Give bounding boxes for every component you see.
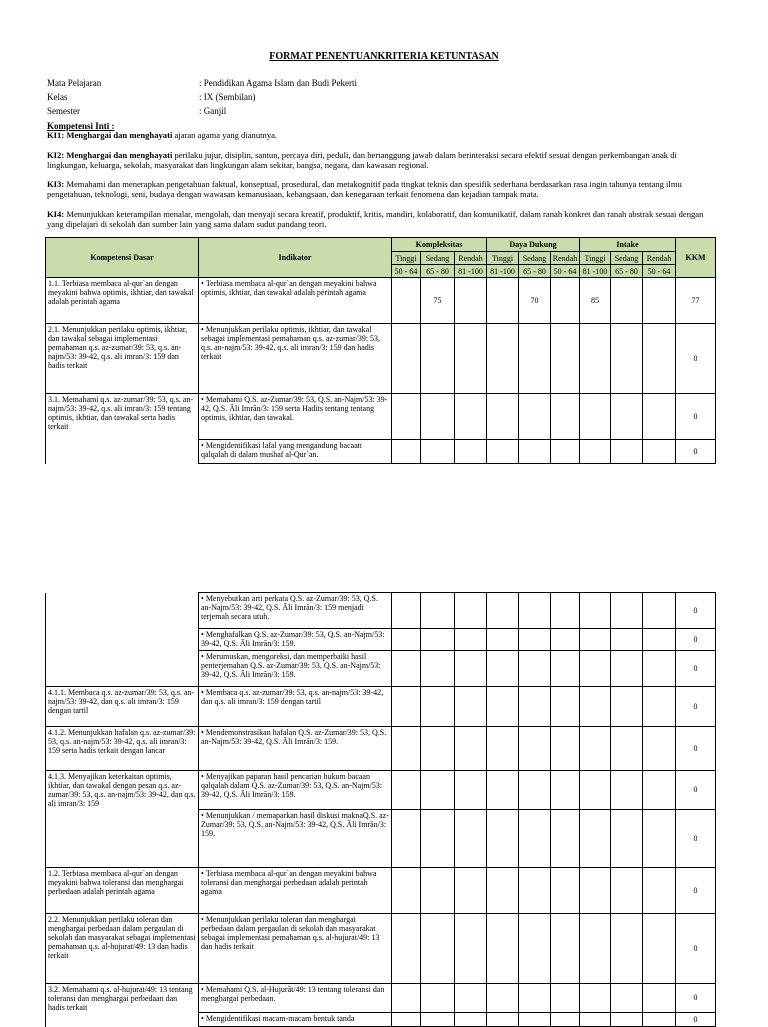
score-cell: [643, 324, 676, 394]
kompetensi-dasar-cell: [46, 809, 199, 867]
score-cell: [643, 727, 676, 771]
score-cell: [551, 727, 580, 771]
score-cell: [551, 324, 580, 394]
score-cell: [611, 593, 643, 629]
indikator-cell: • Mengidentifikasi macam-macam bentuk tanda: [199, 1013, 392, 1027]
indikator-cell: • Terbiasa membaca al-qur`an dengan meyakini bahwa toleransi dan menghargai perbedaan adalah perintah agama: [199, 867, 392, 913]
score-cell: [421, 324, 455, 394]
header-level: Rendah: [551, 252, 580, 265]
score-cell: [580, 727, 611, 771]
header-range: 65 - 80: [421, 265, 455, 278]
score-cell: [455, 629, 487, 651]
table-row: [46, 983, 716, 1013]
table-row: [46, 593, 716, 629]
kkm-value: 0: [676, 440, 716, 464]
score-cell: [519, 771, 551, 810]
indikator-cell: • Menyebutkan arti perkata Q.S. az-Zumar/39: 53, Q.S. an-Najm/53: 39-42, Q.S. Āli Imrān/3: 159 menjadi terjemah secara utuh.: [199, 593, 392, 629]
score-cell: [643, 394, 676, 440]
score-cell: [455, 809, 487, 867]
kompetensi-dasar-cell: 2.1. Menunjukkan perilaku optimis, ikhtiar, dan tawakal sebagai implementasi pemahaman q.s. az-zumar/39: 53, q.s. an-najm/53: 39-42, q.s. ali imran/3: 159 dan hadis terkait: [46, 324, 199, 394]
score-cell: [519, 324, 551, 394]
header-range: 81 -100: [455, 265, 487, 278]
score-cell: [643, 440, 676, 464]
table-row: [46, 727, 716, 771]
score-cell: [455, 687, 487, 727]
score-cell: [392, 651, 421, 687]
score-cell: [487, 440, 519, 464]
kompetensi-dasar-cell: 4.1.2. Menunjukkan hafalan q.s. az-zumar/39: 53, q.s. an-najm/53: 39-42, q.s. ali imran/3: 159 serta hadis terkait dengan lancar: [46, 727, 199, 771]
score-cell: [455, 324, 487, 394]
ki-3: KI3: Memahami dan menerapkan pengetahuan faktual, konseptual, prosedural, dan metakognitif pada tingkat teknis dan spesifik sederhana berdasarkan rasa ingin tahunya tentang ilmu pengetahuan, teknologi, seni, budaya dengan wawasan kemanusiaan, kebangsaan, dan kenegaraan terkait fenomena dan kejadian tampak mata.: [47, 179, 682, 199]
score-cell: [551, 1013, 580, 1027]
score-cell: [421, 867, 455, 913]
kkm-value: 0: [676, 651, 716, 687]
score-cell: [643, 687, 676, 727]
score-cell: [611, 809, 643, 867]
indikator-cell: • Menghafalkan Q.S. az-Zumar/39: 53, Q.S. an-Najm/53: 39-42, Q.S. Āli Imrān/3: 159.: [199, 629, 392, 651]
score-cell: [487, 1013, 519, 1027]
header-indikator: Indikator: [199, 238, 392, 278]
kkm-table-page2: [45, 592, 716, 1027]
score-cell: [455, 913, 487, 983]
score-cell: [643, 913, 676, 983]
score-cell: [487, 593, 519, 629]
score-cell: [392, 593, 421, 629]
kkm-value: 0: [676, 727, 716, 771]
kompetensi-dasar-cell: [46, 651, 199, 687]
header-daya-dukung: Daya Dukung: [487, 238, 580, 252]
header-range: 81 -100: [580, 265, 611, 278]
score-cell: [519, 394, 551, 440]
score-cell: [519, 629, 551, 651]
score-cell: [611, 771, 643, 810]
indikator-cell: • Menunjukkan / memaparkan hasil diskusi maknaQ.S. az-Zumar/39: 53, Q.S. an-Najm/53: 39-42, Q.S. Āli Imrān/3: 159.: [199, 809, 392, 867]
kompetensi-dasar-cell: [46, 440, 199, 464]
score-cell: [455, 651, 487, 687]
score-cell: [519, 593, 551, 629]
score-cell: [392, 440, 421, 464]
score-cell: [487, 913, 519, 983]
table-row: [46, 771, 716, 810]
meta-label: Kelas: [47, 92, 68, 102]
table-row: [46, 1013, 716, 1027]
score-cell: [643, 771, 676, 810]
kkm-value: 0: [676, 687, 716, 727]
kkm-value: 0: [676, 983, 716, 1013]
indikator-cell: • Merumuskan, mengoreksi, dan memperbaiki hasil penterjemahan Q.S. az-Zumar/39: 53, Q.S. an-Najm/53: 39-42, Q.S. Āli Imrān/3: 159.: [199, 651, 392, 687]
indikator-cell: • Mengidentifikasi lafal yang mengandung bacaan qalqalah di dalam mushaf al-Qur`an.: [199, 440, 392, 464]
score-cell: [551, 771, 580, 810]
score-cell: [519, 809, 551, 867]
meta-value: : Pendidikan Agama Islam dan Budi Pekerti: [199, 78, 357, 88]
score-cell: [519, 1013, 551, 1027]
table-row: [46, 913, 716, 983]
score-cell: [455, 771, 487, 810]
kompetensi-dasar-cell: 3.1. Memahami q.s. az-zumar/39: 53, q.s. an-najm/53: 39-42, q.s. ali imran/3: 159 tentang optimis, ikhtiar, dan tawakal serta hadis terkait: [46, 394, 199, 440]
header-level: Tinggi: [392, 252, 421, 265]
score-cell: [487, 809, 519, 867]
score-cell: [551, 278, 580, 324]
score-cell: [392, 809, 421, 867]
table-row: [46, 867, 716, 913]
score-cell: [611, 629, 643, 651]
score-cell: [551, 687, 580, 727]
meta-label: Mata Pelajaran: [47, 78, 102, 88]
header-level: Sedang: [421, 252, 455, 265]
kompetensi-dasar-cell: [46, 629, 199, 651]
score-cell: [611, 983, 643, 1013]
score-cell: [421, 687, 455, 727]
score-cell: [611, 324, 643, 394]
ki-2: KI2: Menghargai dan menghayati perilaku jujur, disiplin, santun, percaya diri, peduli, dan bertanggung jawab dalam berinteraksi secara efektif sesuai dengan perkembangan anak di lingkungan, keluarga, sekolah, masyarakat dan lingkungan alam sekitar, bangsa, negara, dan kawasan regional.: [47, 150, 677, 170]
score-cell: [643, 867, 676, 913]
kompetensi-dasar-cell: 3.2. Memahami q.s. al-hujurat/49: 13 tentang toleransi dan menghargai perbedaan dan hadis terkait: [46, 983, 199, 1013]
score-cell: [551, 913, 580, 983]
score-cell: [611, 727, 643, 771]
score-cell: [580, 651, 611, 687]
table-row: [46, 809, 716, 867]
score-cell: [580, 771, 611, 810]
score-cell: [580, 324, 611, 394]
table-row: [46, 629, 716, 651]
score-cell: [455, 983, 487, 1013]
kompetensi-dasar-cell: 1.1. Terbiasa membaca al-qur`an dengan meyakini bahwa optimis, ikhtiar, dan tawakal adalah perintah agama: [46, 278, 199, 324]
score-cell: [392, 278, 421, 324]
header-level: Sedang: [519, 252, 551, 265]
score-cell: [455, 867, 487, 913]
score-cell: [643, 1013, 676, 1027]
score-cell: [392, 687, 421, 727]
score-cell: [455, 727, 487, 771]
score-cell: [487, 278, 519, 324]
score-cell: [643, 278, 676, 324]
score-cell: [551, 651, 580, 687]
score-cell: [580, 593, 611, 629]
score-cell: [392, 324, 421, 394]
ki-heading: Kompetensi Inti :: [47, 121, 115, 131]
score-cell: [392, 629, 421, 651]
score-cell: [580, 913, 611, 983]
score-cell: [487, 324, 519, 394]
score-cell: [392, 867, 421, 913]
score-cell: [611, 913, 643, 983]
score-cell: [455, 593, 487, 629]
score-cell: [519, 687, 551, 727]
kompetensi-dasar-cell: 4.1.3. Menyajikan keterkaitan optimis, ikhtiar, dan tawakal dengan pesan q.s. az-zumar/39: 53, q.s. an-najm/53: 39-42, dan q.s. ali imran/3: 159: [46, 771, 199, 810]
kompetensi-dasar-cell: 4.1.1. Membaca q.s. az-zumar/39: 53, q.s. an-najm/53: 39-42, dan q.s. ali imran/3: 159 dengan tartil: [46, 687, 199, 727]
score-cell: [519, 440, 551, 464]
kkm-value: 0: [676, 809, 716, 867]
score-cell: [643, 983, 676, 1013]
header-range: 81 -100: [487, 265, 519, 278]
header-kompetensi-dasar: Kompetensi Dasar: [46, 238, 199, 278]
score-cell: [551, 629, 580, 651]
score-cell: [551, 867, 580, 913]
score-cell: [421, 1013, 455, 1027]
score-cell: [487, 651, 519, 687]
score-cell: [392, 727, 421, 771]
score-cell: [487, 629, 519, 651]
score-cell: [487, 867, 519, 913]
indikator-cell: • Memahami Q.S. az-Zumar/39: 53, Q.S. an-Najm/53: 39-42, Q.S. Āli Imrān/3: 159 serta Hadits tentang tentang optimis, ikhtiar, dan tawakal.: [199, 394, 392, 440]
score-cell: [551, 440, 580, 464]
kkm-value: 0: [676, 324, 716, 394]
kompetensi-dasar-cell: 1.2. Terbiasa membaca al-qur`an dengan meyakini bahwa toleransi dan menghargai perbedaan adalah perintah agama: [46, 867, 199, 913]
header-level: Rendah: [455, 252, 487, 265]
header-range: 50 - 64: [392, 265, 421, 278]
ki-4: KI4: Menunjukkan keterampilan menalar, mengolah, dan menyaji secara kreatif, produktif, kritis, mandiri, kolaboratif, dan komunikatif, dalam ranah konkret dan ranah abstrak sesuai dengan yang dipelajari di sekolah dan sumber lain yang sama dalam sudut pandang teori.: [47, 209, 704, 229]
score-cell: [551, 394, 580, 440]
kkm-value: 0: [676, 867, 716, 913]
meta-row-class: [47, 92, 256, 102]
score-cell: [455, 394, 487, 440]
score-cell: [392, 394, 421, 440]
score-cell: [421, 771, 455, 810]
score-cell: 75: [421, 278, 455, 324]
score-cell: [421, 651, 455, 687]
score-cell: [519, 983, 551, 1013]
kkm-value: 0: [676, 771, 716, 810]
kkm-value: 0: [676, 913, 716, 983]
indikator-cell: • Memahami Q.S. al-Hujurāt/49: 13 tentang toleransi dan menghargai perbedaan.: [199, 983, 392, 1013]
score-cell: [580, 983, 611, 1013]
table-row: [46, 278, 716, 324]
score-cell: [421, 394, 455, 440]
score-cell: [392, 1013, 421, 1027]
indikator-cell: • Membaca q.s. az-zumar/39: 53, q.s. an-najm/53: 39-42, dan q.s. ali imran/3: 159 dengan tartil: [199, 687, 392, 727]
score-cell: [455, 1013, 487, 1027]
indikator-cell: • Menunjukkan perilaku optimis, ikhtiar, dan tawakal sebagai implementasi pemahaman q.s. az-zumar/39: 53, q.s. an-najm/53: 39-42, q.s. ali imran/3: 159 dan hadis terkait: [199, 324, 392, 394]
kkm-value: 0: [676, 1013, 716, 1027]
score-cell: [487, 983, 519, 1013]
score-cell: 70: [519, 278, 551, 324]
score-cell: [611, 278, 643, 324]
header-level: Tinggi: [580, 252, 611, 265]
kompetensi-dasar-cell: [46, 593, 199, 629]
header-level: Rendah: [643, 252, 676, 265]
score-cell: [611, 687, 643, 727]
score-cell: [551, 593, 580, 629]
score-cell: [487, 394, 519, 440]
kkm-value: 77: [676, 278, 716, 324]
score-cell: [421, 629, 455, 651]
table-row: [46, 440, 716, 464]
header-range: 65 - 80: [611, 265, 643, 278]
kkm-table-page1: [45, 237, 716, 464]
score-cell: [421, 440, 455, 464]
score-cell: [580, 809, 611, 867]
header-range: 50 - 64: [643, 265, 676, 278]
meta-row-semester: [47, 106, 226, 116]
score-cell: [580, 867, 611, 913]
score-cell: [643, 629, 676, 651]
score-cell: [611, 440, 643, 464]
score-cell: [392, 913, 421, 983]
header-kompleksitas: Kompleksitas: [392, 238, 487, 252]
score-cell: [580, 440, 611, 464]
header-range: 50 - 64: [551, 265, 580, 278]
score-cell: [580, 1013, 611, 1027]
kkm-value: 0: [676, 629, 716, 651]
score-cell: [421, 727, 455, 771]
kompetensi-dasar-cell: 2.2. Menunjukkan perilaku toleran dan menghargai perbedaan dalam pergaulan di sekolah dan masyarakat sebagai implementasi pemahaman q.s. al-hujurat/49: 13 dan hadis terkait: [46, 913, 199, 983]
score-cell: 85: [580, 278, 611, 324]
score-cell: [611, 1013, 643, 1027]
header-kkm: KKM: [676, 238, 716, 278]
header-level: Sedang: [611, 252, 643, 265]
kkm-value: 0: [676, 593, 716, 629]
score-cell: [421, 913, 455, 983]
score-cell: [487, 771, 519, 810]
meta-row-subject: [47, 78, 357, 88]
score-cell: [421, 983, 455, 1013]
kkm-value: 0: [676, 394, 716, 440]
meta-value: : Ganjil: [199, 106, 227, 116]
ki-1: KI1: Menghargai dan menghayati ajaran agama yang dianutnya.: [47, 130, 278, 140]
meta-label: Semester: [47, 106, 80, 116]
indikator-cell: • Mendemonstrasikan hafalan Q.S. az-Zumar/39: 53, Q.S. an-Najm/53: 39-42, Q.S. Āli Imrān/3: 159.: [199, 727, 392, 771]
score-cell: [643, 593, 676, 629]
score-cell: [392, 771, 421, 810]
score-cell: [487, 687, 519, 727]
score-cell: [421, 809, 455, 867]
score-cell: [519, 867, 551, 913]
score-cell: [643, 809, 676, 867]
score-cell: [551, 809, 580, 867]
score-cell: [611, 867, 643, 913]
score-cell: [421, 593, 455, 629]
table-row: [46, 651, 716, 687]
score-cell: [580, 629, 611, 651]
score-cell: [611, 394, 643, 440]
score-cell: [487, 727, 519, 771]
score-cell: [519, 727, 551, 771]
score-cell: [580, 687, 611, 727]
score-cell: [455, 278, 487, 324]
score-cell: [519, 913, 551, 983]
header-level: Tinggi: [487, 252, 519, 265]
table-row: [46, 324, 716, 394]
score-cell: [643, 651, 676, 687]
table-row: [46, 394, 716, 440]
score-cell: [392, 983, 421, 1013]
kompetensi-dasar-cell: [46, 1013, 199, 1027]
score-cell: [611, 651, 643, 687]
header-range: 65 - 80: [519, 265, 551, 278]
indikator-cell: • Terbiasa membaca al-qur`an dengan meyakini bahwa optimis, ikhtiar, dan tawakal adalah perintah agama: [199, 278, 392, 324]
score-cell: [580, 394, 611, 440]
indikator-cell: • Menyajikan paparan hasil pencarian hukum bacaan qalqalah dalam Q.S. az-Zumar/39: 53, Q.S. an-Najm/53: 39-42, Q.S. Āli Imrān/3: 159.: [199, 771, 392, 810]
table-row: [46, 687, 716, 727]
meta-value: : IX (Sembilan): [199, 92, 256, 102]
document-title: FORMAT PENENTUANKRITERIA KETUNTASAN: [269, 51, 499, 62]
header-intake: Intake: [580, 238, 676, 252]
score-cell: [455, 440, 487, 464]
score-cell: [519, 651, 551, 687]
score-cell: [551, 983, 580, 1013]
indikator-cell: • Menunjukkan perilaku toleran dan menghargai perbedaan dalam pergaulan di sekolah dan masyarakat sebagai implementasi pemahaman q.s. al-hujurat/49: 13 dan hadis terkait: [199, 913, 392, 983]
